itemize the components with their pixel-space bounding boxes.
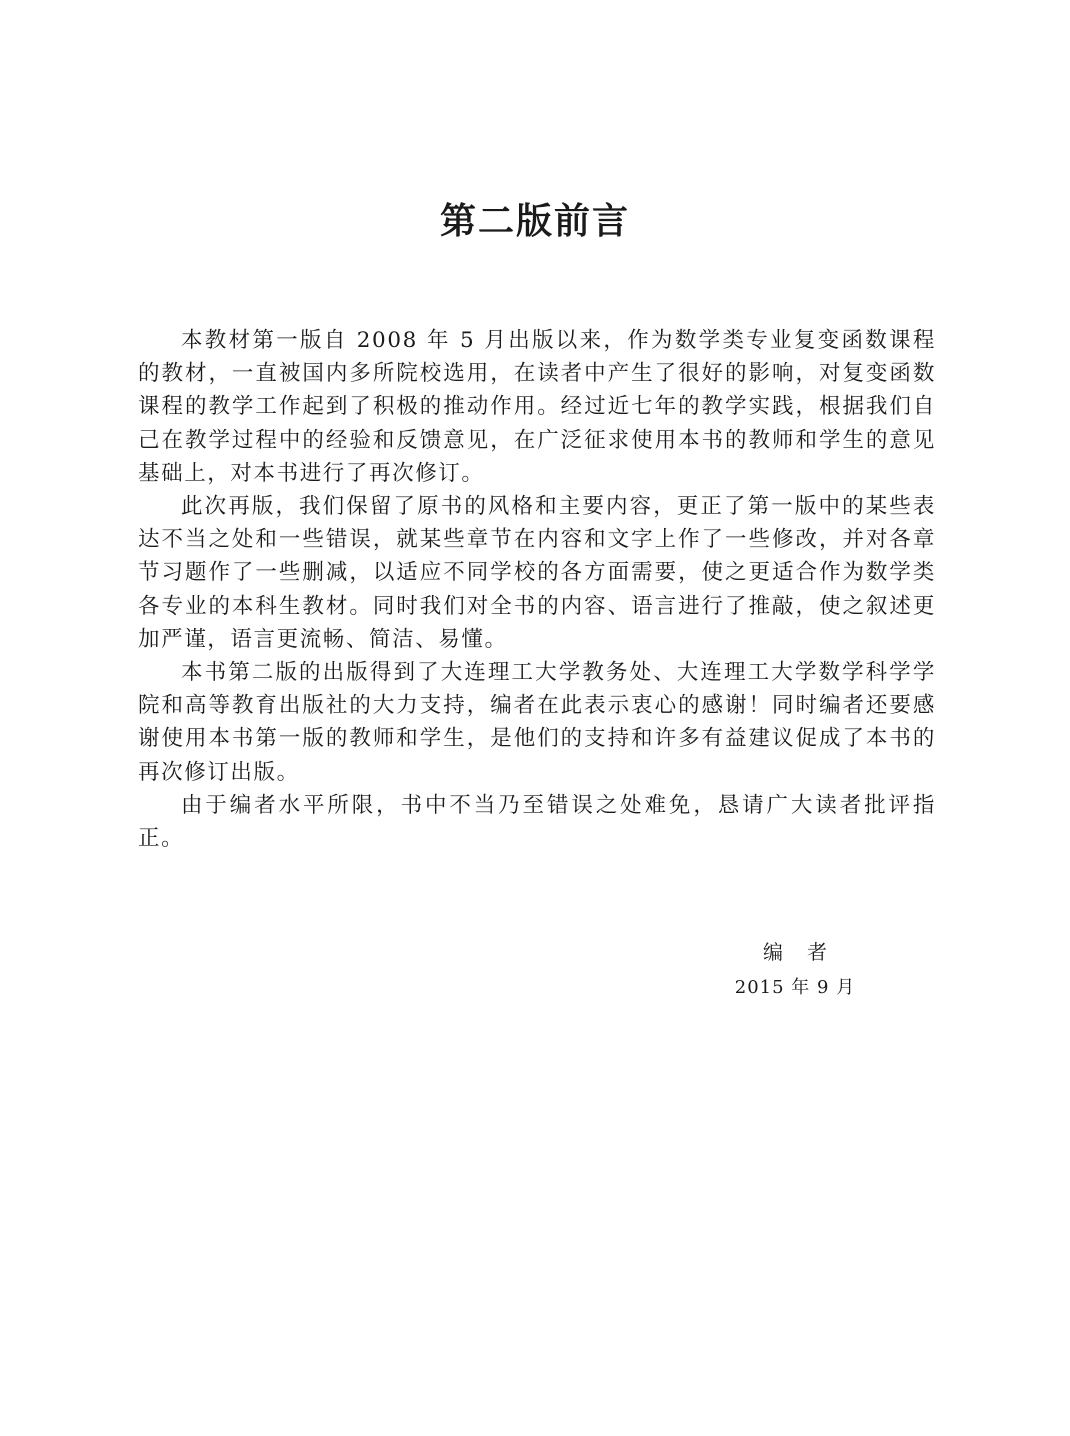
paragraph-1: 本教材第一版自 2008 年 5 月出版以来，作为数学类专业复变函数课程的教材，一直被国内多所院校选用，在读者中产生了很好的影响，对复变函数课程的教学工作起到了积极的推动作用。经过近七年的教学实践，根据我们自己在教学过程中的经验和反馈意见，在广泛征求使用本书的教师和学生的意见基础上，对本书进行了再次修订。 <box>138 328 936 486</box>
paragraph-4: 由于编者水平所限，书中不当乃至错误之处难免，恳请广大读者批评指正。 <box>138 792 936 852</box>
preface-body <box>138 324 936 855</box>
signature-block <box>700 934 890 1006</box>
paragraph-3: 本书第二版的出版得到了大连理工大学教务处、大连理工大学数学科学学院和高等教育出版社的大力支持，编者在此表示衷心的感谢！同时编者还要感谢使用本书第一版的教师和学生，是他们的支持和许多有益建议促成了本书的再次修订出版。 <box>138 660 936 785</box>
signature-date: 2015 年 9 月 <box>734 977 856 998</box>
page-title: 第二版前言 <box>439 201 630 242</box>
paragraph-2: 此次再版，我们保留了原书的风格和主要内容，更正了第一版中的某些表达不当之处和一些错误，就某些章节在内容和文字上作了一些修改，并对各章节习题作了一些删减，以适应不同学校的各方面需要，使之更适合作为数学类各专业的本科生教材。同时我们对全书的内容、语言进行了推敲，使之叙述更加严谨，语言更流畅、简洁、易懂。 <box>138 494 936 652</box>
signature-author: 编者 <box>763 940 851 964</box>
